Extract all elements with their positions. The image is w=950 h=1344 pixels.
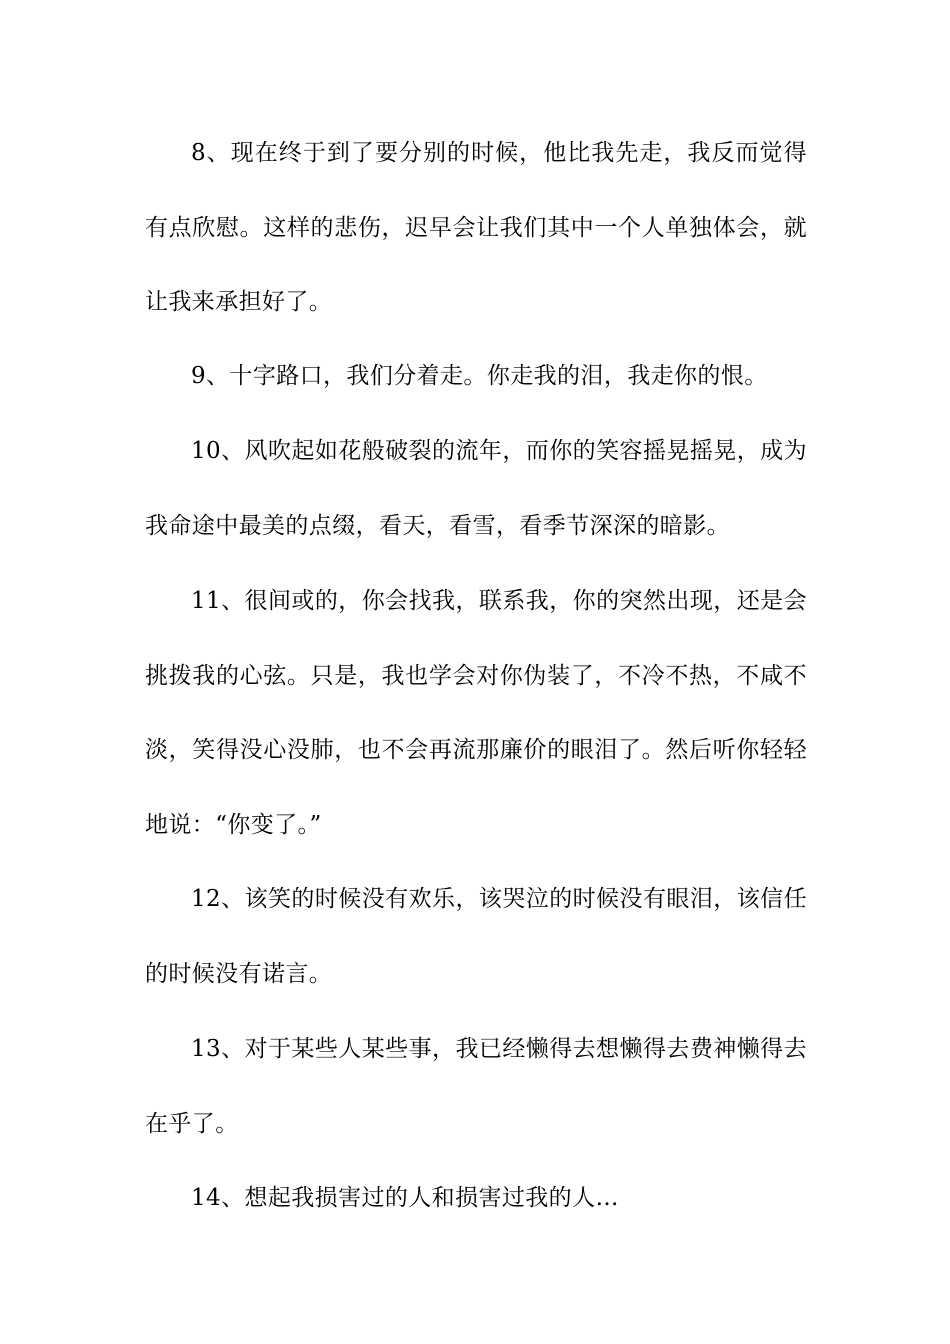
paragraph-11: 11、很间或的，你会找我，联系我，你的突然出现，还是会挑拨我的心弦。只是，我也学会对你伪装了，不冷不热，不咸不淡，笑得没心没肺，也不会再流那廉价的眼泪了。然后听你轻轻地说：“你变了。” bbox=[145, 588, 807, 838]
paragraph-13: 13、对于某些人某些事，我已经懒得去想懒得去费神懒得去在乎了。 bbox=[145, 1036, 807, 1137]
paragraph-9: 9、十字路口，我们分着走。你走我的泪，我走你的恨。 bbox=[191, 363, 768, 389]
paragraph-12: 12、该笑的时候没有欢乐，该哭泣的时候没有眼泪，该信任的时候没有诺言。 bbox=[145, 886, 807, 987]
paragraph-8: 8、现在终于到了要分别的时候，他比我先走，我反而觉得有点欣慰。这样的悲伤，迟早会让我们其中一个人单独体会，就让我来承担好了。 bbox=[145, 140, 807, 315]
paragraph-14: 14、想起我损害过的人和损害过我的人… bbox=[191, 1185, 619, 1211]
paragraph-10: 10、风吹起如花般破裂的流年，而你的笑容摇晃摇晃，成为我命途中最美的点缀，看天，看雪，看季节深深的暗影。 bbox=[145, 438, 807, 539]
